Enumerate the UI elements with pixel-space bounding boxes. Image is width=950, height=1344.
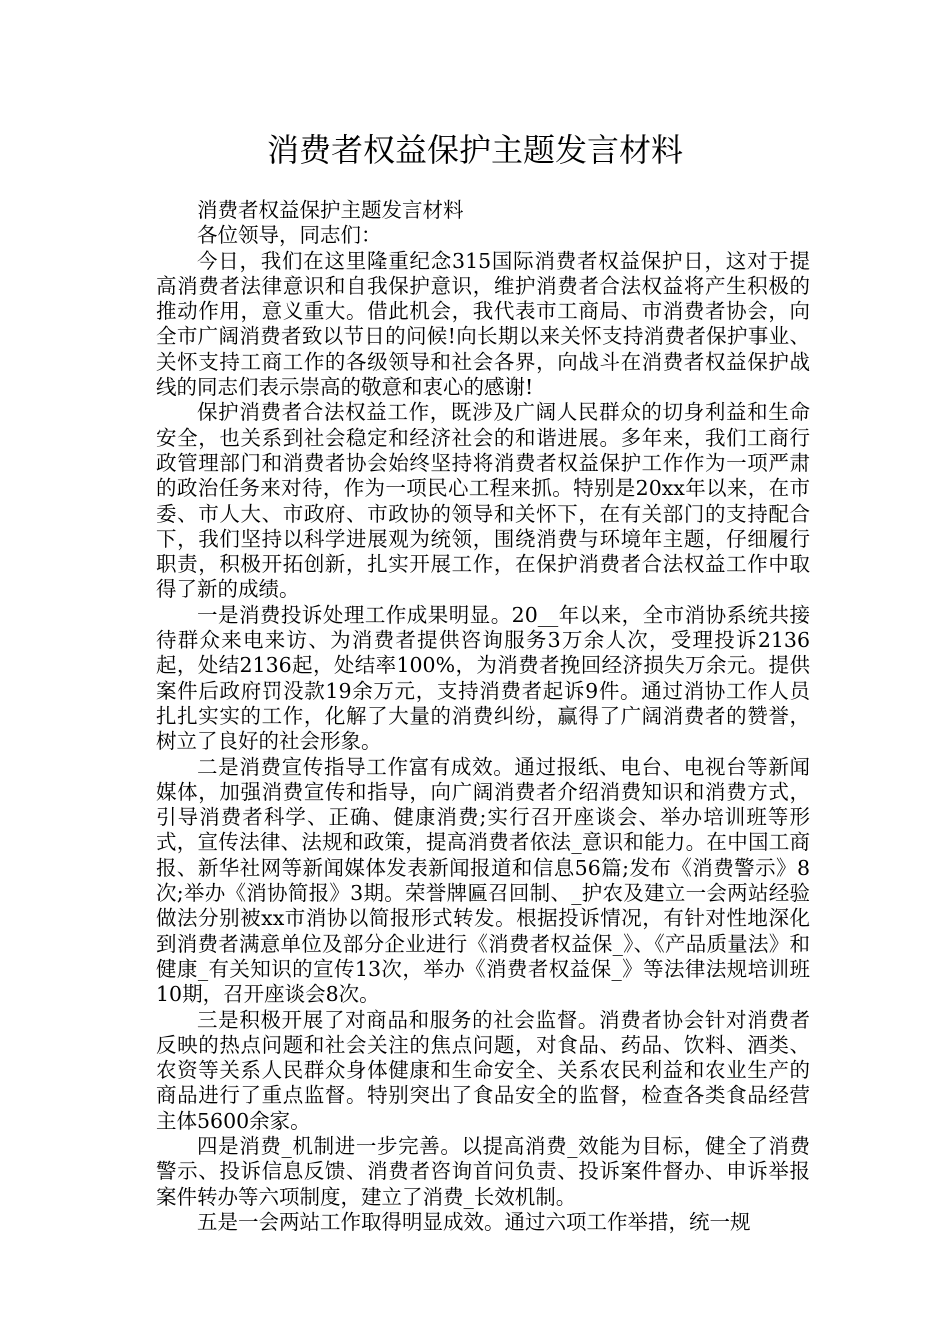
paragraph-overview: 保护消费者合法权益工作，既涉及广阔人民群众的切身利益和生命安全，也关系到社会稳定和经济社会的和谐进展。多年来，我们工商行政管理部门和消费者协会始终坚持将消费者权益保护工作作为一项严肃的政治任务来对待，作为一项民心工程来抓。特别是20xx年以来，在市委、市人大、市政府、市政协的领导和关怀下，在有关部门的支持配合下，我们坚持以科学进展观为统领，围绕消费与环境年主题，仔细履行职责，积极开拓创新，扎实开展工作，在保护消费者合法权益工作中取得了新的成绩。 [156, 400, 810, 602]
document-subtitle: 消费者权益保护主题发言材料 [197, 198, 464, 222]
paragraph-supervision: 三是积极开展了对商品和服务的社会监督。消费者协会针对消费者反映的热点问题和社会关注的焦点问题，对食品、药品、饮料、酒类、农资等关系人民群众身体健康和生命安全、关系农民利益和农业生产的商品进行了重点监督。特别突出了食品安全的监督，检查各类食品经营主体5600余家。 [156, 1007, 810, 1133]
document-body [156, 198, 810, 1235]
paragraph-mechanism: 四是消费_机制进一步完善。以提高消费_效能为目标，健全了消费警示、投诉信息反馈、消费者咨询首问负责、投诉案件督办、申诉举报案件转办等六项制度，建立了消费_长效机制。 [156, 1133, 810, 1209]
paragraph-publicity: 二是消费宣传指导工作富有成效。通过报纸、电台、电视台等新闻媒体，加强消费宣传和指导，向广阔消费者介绍消费知识和消费方式，引导消费者科学、正确、健康消费;实行召开座谈会、举办培训班等形式，宣传法律、法规和政策，提高消费者依法_意识和能力。在中国工商报、新华社网等新闻媒体发表新闻报道和信息56篇;发布《消费警示》8次;举办《消协简报》3期。荣誉牌匾召回制、_护农及建立一会两站经验做法分别被xx市消协以简报形式转发。根据投诉情况，有针对性地深化到消费者满意单位及部分企业进行《消费者权益保_》、《产品质量法》和健康_有关知识的宣传13次，举办《消费者权益保_》等法律法规培训班10期，召开座谈会8次。 [156, 754, 810, 1007]
paragraph-opening: 今日，我们在这里隆重纪念315国际消费者权益保护日，这对于提高消费者法律意识和自我保护意识，维护消费者合法权益将产生积极的推动作用，意义重大。借此机会，我代表市工商局、市消费者协会，向全市广阔消费者致以节日的问候!向长期以来关怀支持消费者保护事业、关怀支持工商工作的各级领导和社会各界，向战斗在消费者权益保护战线的同志们表示崇高的敬意和衷心的感谢! [156, 248, 810, 400]
paragraph-complaints: 一是消费投诉处理工作成果明显。20__年以来，全市消协系统共接待群众来电来访、为消费者提供咨询服务3万余人次，受理投诉2136起，处结2136起，处结率100%，为消费者挽回经济损失万余元。提供案件后政府罚没款19余万元，支持消费者起诉9件。通过消协工作人员扎扎实实的工作，化解了大量的消费纠纷，赢得了广阔消费者的赞誉，树立了良好的社会形象。 [156, 602, 810, 754]
paragraph-stations: 五是一会两站工作取得明显成效。通过六项工作举措，统一规 [197, 1209, 751, 1234]
greeting: 各位领导，同志们： [197, 223, 382, 248]
document-title: 消费者权益保护主题发言材料 [266, 131, 683, 169]
